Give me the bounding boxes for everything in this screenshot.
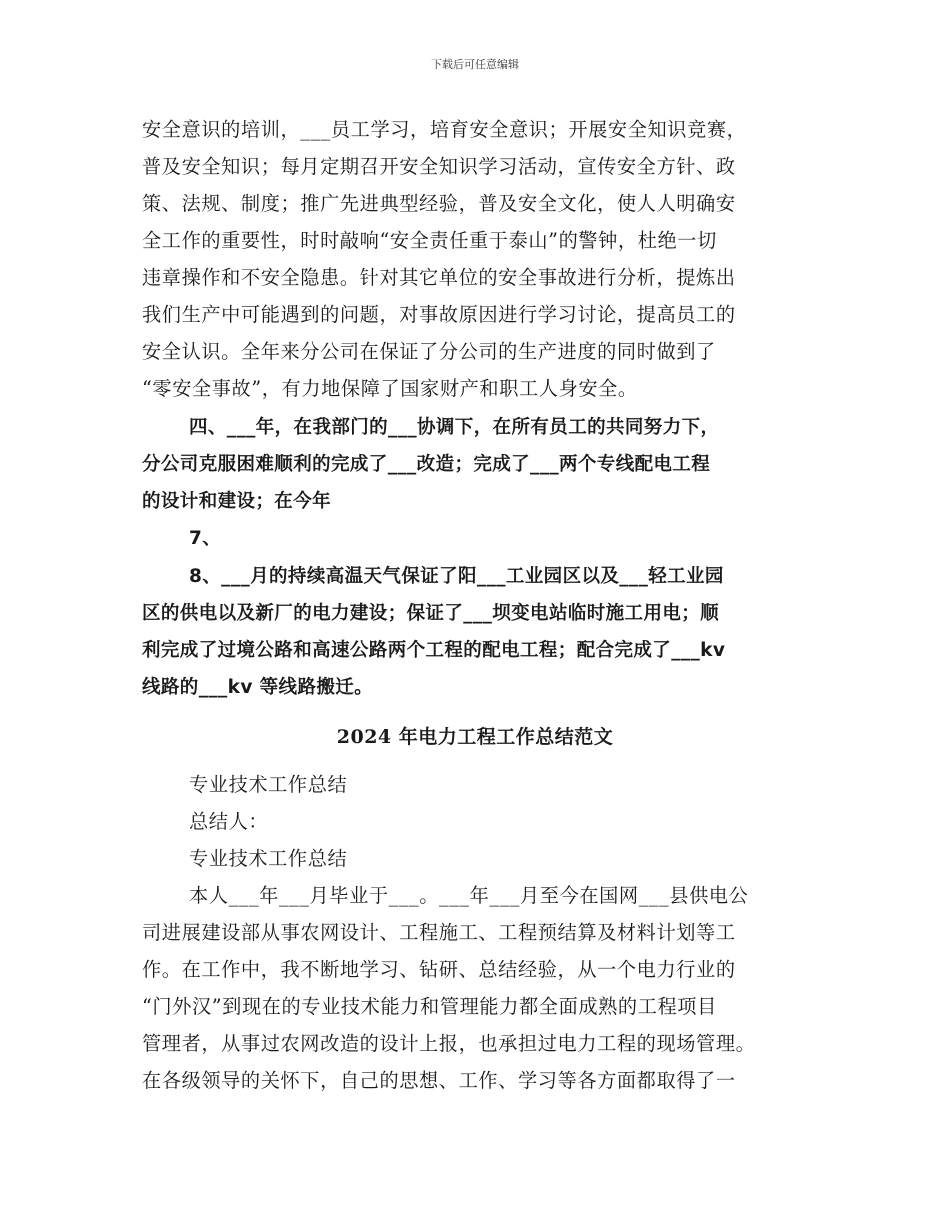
text-line: “门外汉”到现在的专业技术能力和管理能力都全面成熟的工程项目: [142, 995, 717, 1018]
text-line: 安全认识。全年来分公司在保证了分公司的生产进度的同时做到了: [142, 340, 716, 363]
section-title: 2024 年电力工程工作总结范文: [336, 726, 614, 748]
author-label: 总结人：: [189, 810, 269, 833]
bold-text-line: 四、___年，在我部门的___协调下，在所有员工的共同努力下，: [189, 417, 720, 438]
text-line: 在各级领导的关怀下，自己的思想、工作、学习等各方面都取得了一: [142, 1069, 736, 1092]
bold-text-line: 8、___月的持续高温天气保证了阳___工业园区以及___轻工业园: [189, 566, 724, 587]
text-line: 作。在工作中，我不断地学习、钻研、总结经验，从一个电力行业的: [142, 958, 736, 981]
bold-text-line: 分公司克服困难顺利的完成了___改造；完成了___两个专线配电工程: [142, 454, 711, 475]
list-item-number: 7、: [189, 528, 222, 549]
text-line: 安全意识的培训，___员工学习，培育安全意识；开展安全知识竞赛，: [142, 118, 747, 141]
text-line: 本人___年___月毕业于___。___年___月至今在国网___县供电公: [189, 884, 749, 907]
subtitle: 专业技术工作总结: [189, 847, 348, 870]
text-line: 管理者，从事过农网改造的设计上报，也承担过电力工程的现场管理。: [142, 1032, 756, 1055]
bold-text-line: 利完成了过境公路和高速公路两个工程的配电工程；配合完成了___kv: [142, 640, 726, 661]
text-line: 我们生产中可能遇到的问题，对事故原因进行学习讨论，提高员工的: [142, 303, 736, 326]
text-line: 司进展建设部从事农网设计、工程施工、工程预结算及材料计划等工: [142, 921, 736, 944]
subtitle: 专业技术工作总结: [189, 773, 348, 796]
text-line: 全工作的重要性，时时敲响“安全责任重于泰山”的警钟，杜绝一切: [142, 229, 717, 252]
bold-text-line: 区的供电以及新厂的电力建设；保证了___坝变电站临时施工用电；顺: [142, 603, 720, 624]
bold-text-line: 线路的___kv 等线路搬迁。: [142, 677, 374, 698]
text-line: “零安全事故”，有力地保障了国家财产和职工人身安全。: [142, 377, 638, 400]
text-line: 策、法规、制度；推广先进典型经验，普及安全文化，使人人明确安: [142, 192, 736, 215]
page-header: 下载后可任意编辑: [431, 58, 519, 71]
text-line: 违章操作和不安全隐患。针对其它单位的安全事故进行分析，提炼出: [142, 266, 736, 289]
text-line: 普及安全知识；每月定期召开安全知识学习活动，宣传安全方针、政: [142, 155, 736, 178]
bold-text-line: 的设计和建设；在今年: [142, 491, 332, 512]
